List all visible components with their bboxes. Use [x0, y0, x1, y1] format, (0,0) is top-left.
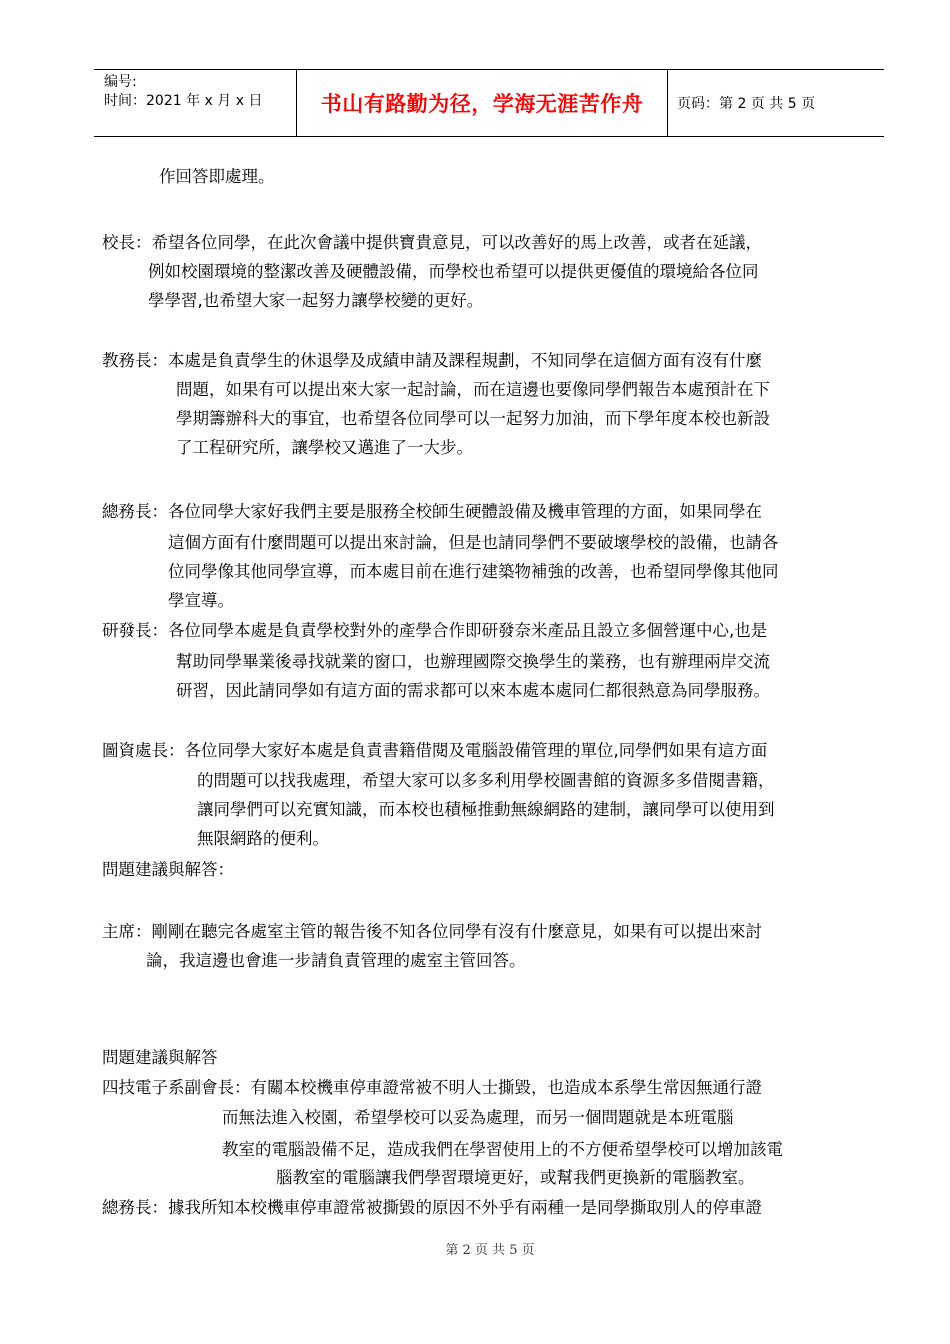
text-line: 位同學像其他同學宣導，而本處目前在進行建築物補強的改善，也希望同學像其他同 [168, 562, 779, 581]
text-line: 學宣導。 [168, 591, 234, 610]
document-number-label: 编号: [104, 74, 137, 90]
text-line: 論，我這邊也會進一步請負責管理的處室主管回答。 [146, 951, 526, 970]
header-motto: 书山有路勤为径，学海无涯苦作舟 [296, 70, 668, 136]
text-line: 圖資處長：各位同學大家好本處是負責書籍借閱及電腦設備管理的單位,同學們如果有這方面 [102, 741, 768, 760]
text-line: 無限網路的便利。 [197, 829, 329, 848]
text-line: 讓同學們可以充實知識，而本校也積極推動無線網路的建制，讓同學可以使用到 [197, 800, 775, 819]
text-line: 四技電子系副會長：有關本校機車停車證常被不明人士撕毀，也造成本系學生常因無通行證 [102, 1078, 762, 1097]
section-heading: 問題建議與解答 [102, 1048, 218, 1067]
header-page-label: 页码：第 2 页 共 5 页 [677, 96, 816, 112]
text-line: 了工程研究所，讓學校又邁進了一大步。 [176, 438, 473, 457]
text-line: 主席：剛剛在聽完各處室主管的報告後不知各位同學有沒有什麼意見，如果有可以提出來討 [102, 922, 762, 941]
text-line: 而無法進入校園，希望學校可以妥為處理，而另一個問題就是本班電腦 [222, 1108, 734, 1127]
document-time-label: 时间：2021 年 x 月 x 日 [104, 93, 263, 109]
text-line: 總務長：各位同學大家好我們主要是服務全校師生硬體設備及機車管理的方面，如果同學在 [102, 502, 762, 521]
text-line: 教務長：本處是負責學生的休退學及成績申請及課程規劃，不知同學在這個方面有沒有什麼 [102, 351, 762, 370]
text-line: 學期籌辦科大的事宜，也希望各位同學可以一起努力加油，而下學年度本校也新設 [176, 409, 770, 428]
text-line: 研習，因此請同學如有這方面的需求都可以來本處本處同仁都很熱意為同學服務。 [176, 681, 770, 700]
text-line: 教室的電腦設備不足，造成我們在學習使用上的不方便希望學校可以增加該電 [222, 1140, 783, 1159]
text-line: 的問題可以找我處理，希望大家可以多多利用學校圖書館的資源多多借閱書籍， [197, 771, 775, 790]
text-line: 作回答即處理。 [159, 167, 275, 186]
page-footer: 第 2 页 共 5 页 [445, 1243, 535, 1258]
header-meta [94, 70, 296, 136]
text-line: 研發長：各位同學本處是負責學校對外的產學合作即研發奈米產品且設立多個營運中心,也是 [102, 621, 768, 640]
text-line: 腦教室的電腦讓我們學習環境更好，或幫我們更換新的電腦教室。 [276, 1168, 755, 1187]
text-line: 這個方面有什麼問題可以提出來討論，但是也請同學們不要破壞學校的設備，也請各 [168, 533, 779, 552]
text-line: 校長：希望各位同學，在此次會議中提供寶貴意見，可以改善好的馬上改善，或者在延議， [102, 233, 762, 252]
section-heading: 問題建議與解答： [102, 860, 234, 879]
text-line: 問題，如果有可以提出來大家一起討論，而在這邊也要像同學們報告本處預計在下 [176, 380, 770, 399]
text-line: 總務長：據我所知本校機車停車證常被撕毀的原因不外乎有兩種一是同學撕取別人的停車證 [102, 1198, 762, 1217]
text-line: 幫助同學畢業後尋找就業的窗口，也辦理國際交換學生的業務，也有辦理兩岸交流 [176, 652, 770, 671]
text-line: 例如校園環境的整潔改善及硬體設備，而學校也希望可以提供更優值的環境給各位同 [148, 262, 759, 281]
page-header [94, 69, 884, 137]
text-line: 學學習,也希望大家一起努力讓學校變的更好。 [148, 291, 484, 310]
